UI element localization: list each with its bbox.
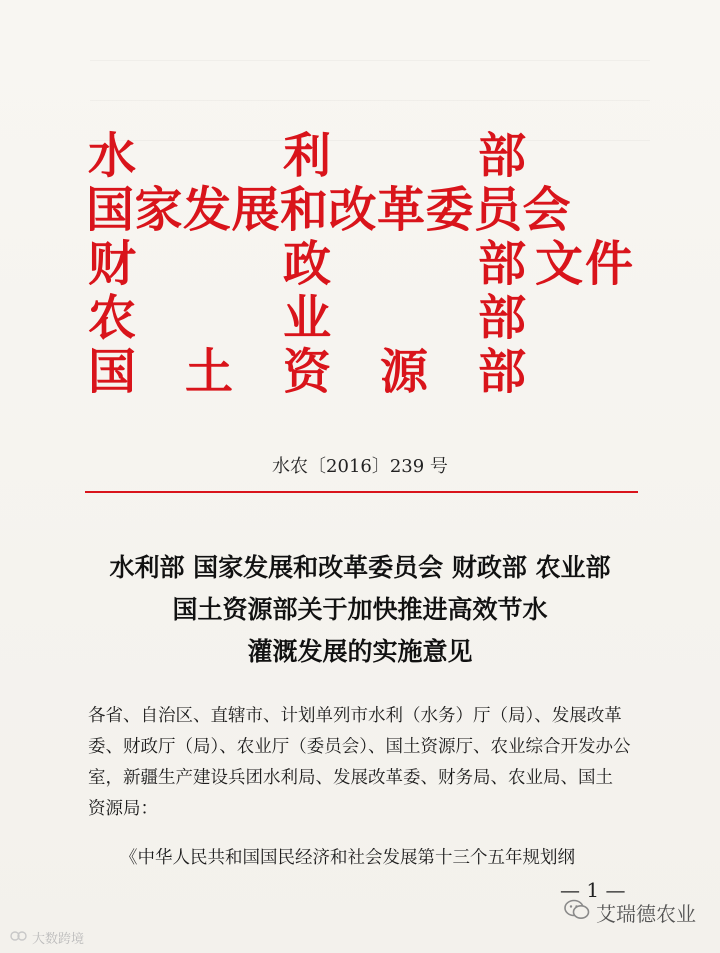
header-char: 水 — [88, 128, 137, 184]
body-line: 室，新疆生产建设兵团水利局、发展改革委、财务局、农业局、国土 — [88, 768, 613, 788]
header-char: 源 — [380, 344, 429, 400]
page-number: — 1 — — [560, 878, 626, 902]
header-char: 业 — [283, 290, 332, 346]
red-divider — [85, 491, 638, 493]
header-char: 部 — [478, 344, 527, 400]
header-file-label: 文件 — [535, 236, 636, 292]
header-char: 利 — [283, 128, 332, 184]
header-char: 资 — [283, 344, 332, 400]
watermark-source-text: 大数跨境 — [32, 932, 85, 947]
watermark-brand — [564, 898, 696, 927]
body-line: 《中华人民共和国国民经济和社会发展第十三个五年规划纲 — [120, 848, 575, 868]
bleed-line — [90, 60, 650, 61]
wechat-icon — [564, 899, 590, 926]
watermark-source — [10, 928, 84, 947]
title-line-3: 灌溉发展的实施意见 — [247, 637, 473, 666]
document-number: 水农〔2016〕239 号 — [272, 456, 448, 477]
title-line-2: 国土资源部关于加快推进高效节水 — [172, 595, 548, 624]
body-line: 各省、自治区、直辖市、计划单列市水利（水务）厅（局）、发展改革 — [88, 706, 622, 726]
watermark-text: 艾瑞德农业 — [596, 902, 696, 926]
header-char: 部 — [478, 236, 527, 292]
bleed-line — [90, 100, 650, 101]
header-char: 土 — [185, 344, 234, 400]
header-char: 政 — [283, 236, 332, 292]
header-char: 部 — [478, 128, 527, 184]
header-char: 部 — [478, 290, 527, 346]
body-line: 委、财政厅（局）、农业厅（委员会）、国土资源厅、农业综合开发办公 — [88, 737, 631, 757]
header-char: 农 — [88, 290, 137, 346]
title-line-1: 水利部 国家发展和改革委员会 财政部 农业部 — [109, 553, 611, 582]
header-char: 国 — [88, 344, 137, 400]
logo-icon — [10, 929, 28, 947]
header-row-ndrc: 国家发展和改革委员会 — [86, 182, 572, 238]
bleed-line — [90, 140, 650, 141]
header-char: 财 — [88, 236, 137, 292]
body-line: 资源局： — [88, 799, 158, 819]
